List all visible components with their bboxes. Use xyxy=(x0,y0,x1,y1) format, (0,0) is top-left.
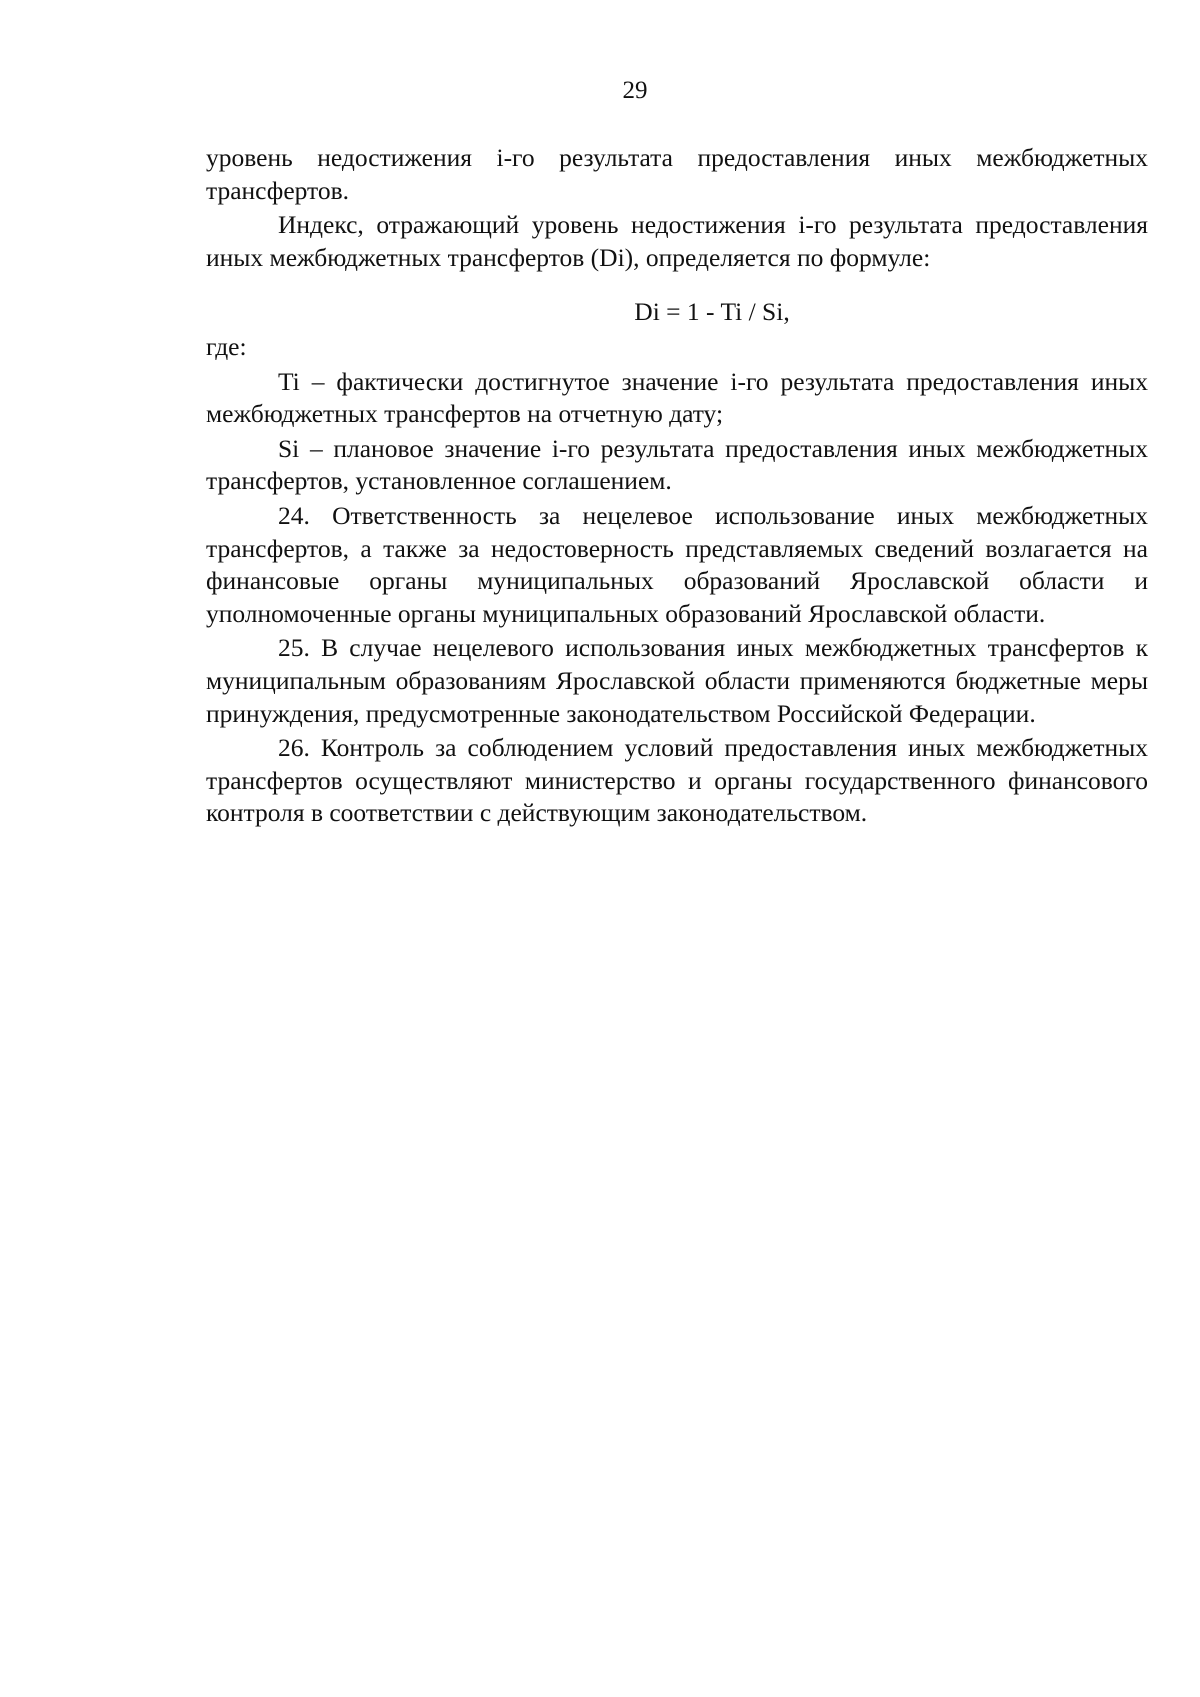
page-number: 29 xyxy=(622,77,648,104)
paragraph-24: 24. Ответственность за нецелевое использование иных межбюджетных трансфертов, а также за недостоверность представляемых сведений возлагается на финансовые органы муниципальных образований Ярославской области и уполномоченные органы муниципальных образований Ярославской области. xyxy=(206,500,1148,628)
document-body xyxy=(206,142,1148,830)
paragraph-continuation: уровень недостижения i-го результата предоставления иных межбюджетных трансфертов. xyxy=(206,143,1148,205)
formula: Di = 1 - Ti / Si, xyxy=(634,297,790,327)
paragraph-ti-definition: Ti – фактически достигнутое значение i-го результата предоставления иных межбюджетных трансфертов на отчетную дату; xyxy=(206,366,1148,429)
where-label: где: xyxy=(206,331,247,361)
paragraph-26: 26. Контроль за соблюдением условий предоставления иных межбюджетных трансфертов осуществляют министерство и органы государственного финансового контроля в соответствии с действующим законодательством. xyxy=(206,733,1148,828)
paragraph-si-definition: Si – плановое значение i-го результата предоставления иных межбюджетных трансфертов, установленное соглашением. xyxy=(206,433,1148,496)
paragraph-index-definition: Индекс, отражающий уровень недостижения i-го результата предоставления иных межбюджетных трансфертов (Di), определяется по формуле: xyxy=(206,210,1148,272)
paragraph-25: 25. В случае нецелевого использования иных межбюджетных трансфертов к муниципальным образованиям Ярославской области применяются бюджетные меры принуждения, предусмотренные законодательством Российской Федерации. xyxy=(206,633,1148,728)
